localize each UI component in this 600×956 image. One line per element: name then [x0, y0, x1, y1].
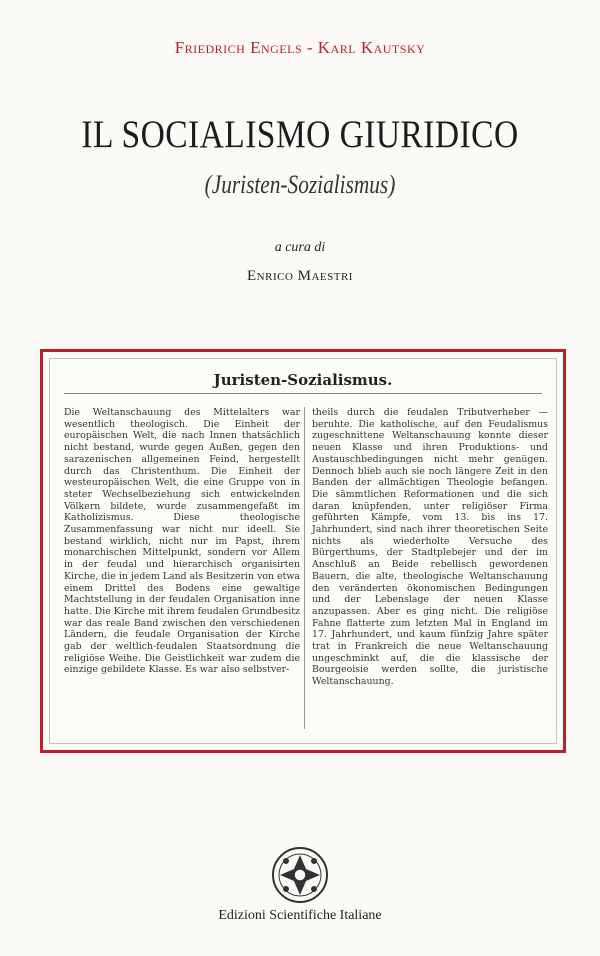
authors-line: Friedrich Engels - Karl Kautsky — [174, 38, 426, 57]
curator-name: Enrico Maestri — [247, 268, 353, 284]
book-subtitle: (Juristen-Sozialismus) — [204, 170, 396, 199]
excerpt-inner-border — [49, 358, 557, 744]
excerpt-frame — [40, 349, 566, 753]
book-title: IL SOCIALISMO GIURIDICO — [81, 113, 519, 156]
curator-intro: a cura di — [274, 240, 326, 255]
excerpt-heading-rule — [64, 393, 542, 394]
excerpt-heading: Juristen-Sozialismus. — [213, 371, 393, 389]
excerpt-right-column: theils durch die feudalen Tributverheber — beruhte. Die katholische, auf den Feudalismus zugeschnittene Weltanschauung konnte dieser neuen Klasse und ihren Produktions- und Austauschbedingungen nicht mehr genügen. Dennoch blieb auch sie noch längere Zeit in den Banden der allmächtigen Theologie befangen. Die sämmtlichen Reformationen und die sich daran knüpfenden, unter religiöser Firma geführten Kämpfe, vom 13. bis ins 17. Jahrhundert, sind nach ihrer theoretischen Seite nichts als wiederholte Versuche des Bürgerthums, der Stadtplebejer und der im Anschluß an Beide rebellisch gewordenen Bauern, die alte, theologische Weltanschauung den veränderten ökonomischen Bedingungen und der Lebenslage der neuen Klasse anzupassen. Aber es ging nicht. Die religiöse Fahne flatterte zum letzten Mal in England im 17. Jahrhundert, und kaum fünfzig Jahre später trat in Frankreich die neue Weltanschauung ungeschminkt auf, die die klassische der Bourgeoisie werden sollte, die juristische Weltanschauung. — [312, 407, 548, 688]
publisher-name: Edizioni Scientifiche Italiane — [218, 908, 382, 923]
publisher-emblem-icon — [270, 845, 330, 905]
excerpt-column-separator — [304, 407, 305, 729]
excerpt-left-column: Die Weltanschauung des Mittelalters war wesentlich theologisch. Die Einheit der europäischen Welt, die nach Innen thatsächlich nicht bestand, wurde gegen Außen, gegen den sarazenischen allgemeinen Feind, hergestellt durch das Christenthum. Die Einheit der westeuropäischen Welt, die eine Gruppe von in steter Wechselbeziehung sich entwickelnden Völkern bildete, wurde zusammengefaßt im Katholizismus. Diese theologische Zusammenfassung war nicht nur ideell. Sie bestand wirklich, nicht nur im Papst, ihrem monarchischen Mittelpunkt, sondern vor Allem in der feudal und hierarchisch organisirten Kirche, die in jedem Land als Besitzerin von etwa einem Drittel des Bodens eine gewaltige Machtstellung in der feudalen Organisation inne hatte. Die Kirche mit ihrem feudalen Grundbesitz war das reale Band zwischen den verschiedenen Ländern, die feudale Organisation der Kirche gab der weltlich-feudalen Staatsordnung die religiöse Weihe. Die Geistlichkeit war zudem die einzige gebildete Klasse. Es war also selbstver- — [64, 407, 300, 676]
